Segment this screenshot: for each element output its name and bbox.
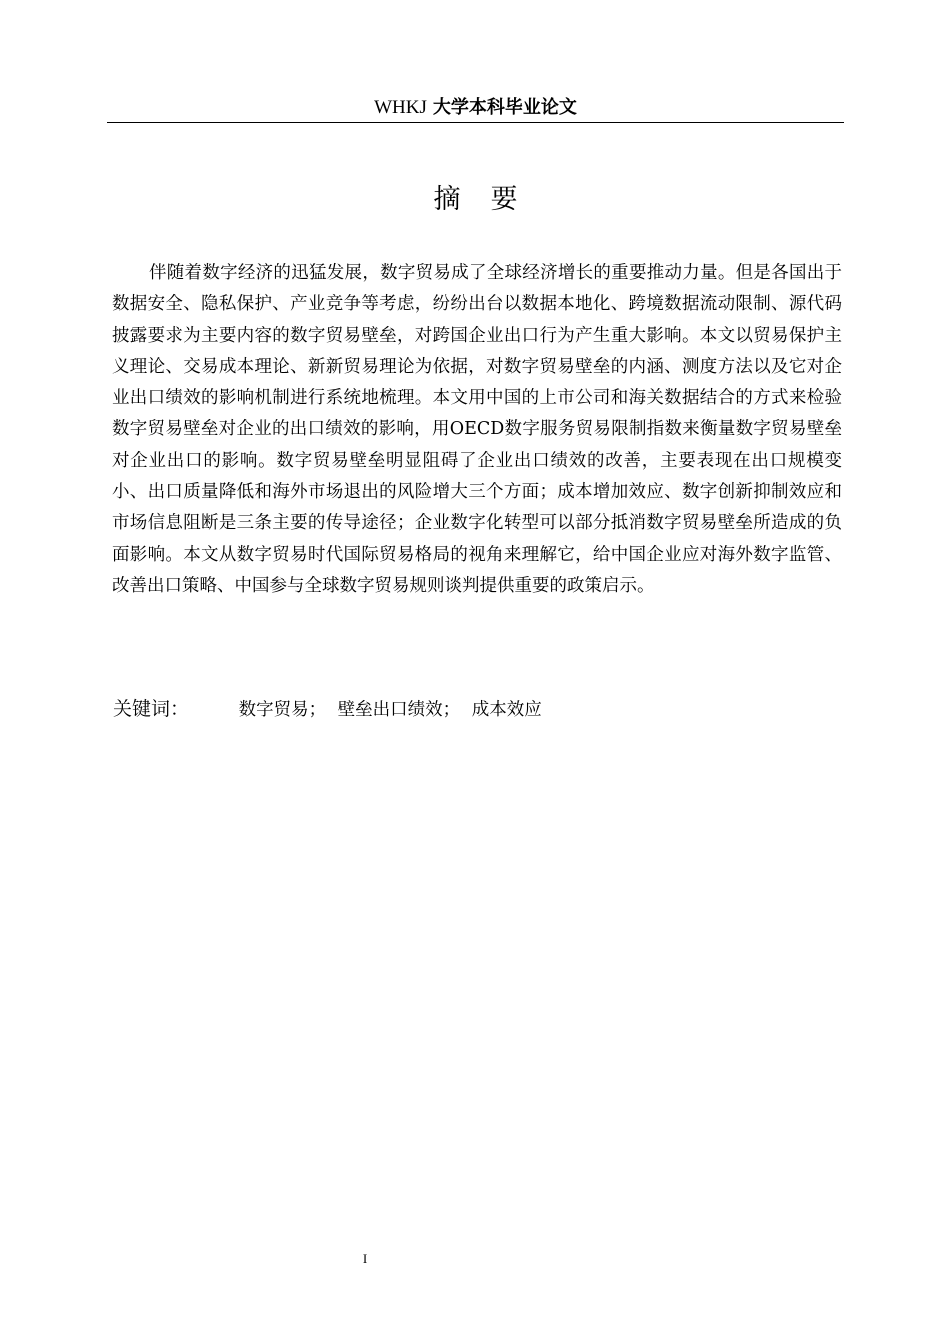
keywords-line	[113, 694, 843, 725]
page-number: I	[362, 1251, 368, 1266]
page-header	[107, 95, 844, 120]
abstract-heading: 摘要	[433, 184, 548, 215]
keywords-label: 关键词：	[113, 698, 190, 720]
keyword-item: 数字贸易；	[238, 700, 327, 720]
keyword-item: 成本效应	[471, 700, 542, 720]
header-rule	[107, 122, 844, 123]
header-school-code: WHKJ	[374, 97, 427, 118]
keyword-item: 壁垒出口绩效；	[337, 700, 461, 720]
header-thesis-title: 大学本科毕业论文	[432, 97, 577, 118]
abstract-body: 伴随着数字经济的迅猛发展，数字贸易成了全球经济增长的重要推动力量。但是各国出于数据安全、隐私保护、产业竞争等考虑，纷纷出台以数据本地化、跨境数据流动限制、源代码披露要求为主要内容的数字贸易壁垒，对跨国企业出口行为产生重大影响。本文以贸易保护主义理论、交易成本理论、新新贸易理论为依据，对数字贸易壁垒的内涵、测度方法以及它对企业出口绩效的影响机制进行系统地梳理。本文用中国的上市公司和海关数据结合的方式来检验数字贸易壁垒对企业的出口绩效的影响，用OECD数字服务贸易限制指数来衡量数字贸易壁垒对企业出口的影响。数字贸易壁垒明显阻碍了企业出口绩效的改善，主要表现在出口规模变小、出口质量降低和海外市场退出的风险增大三个方面；成本增加效应、数字创新抑制效应和市场信息阻断是三条主要的传导途径；企业数字化转型可以部分抵消数字贸易壁垒所造成的负面影响。本文从数字贸易时代国际贸易格局的视角来理解它，给中国企业应对海外数字监管、改善出口策略、中国参与全球数字贸易规则谈判提供重要的政策启示。	[112, 263, 842, 596]
